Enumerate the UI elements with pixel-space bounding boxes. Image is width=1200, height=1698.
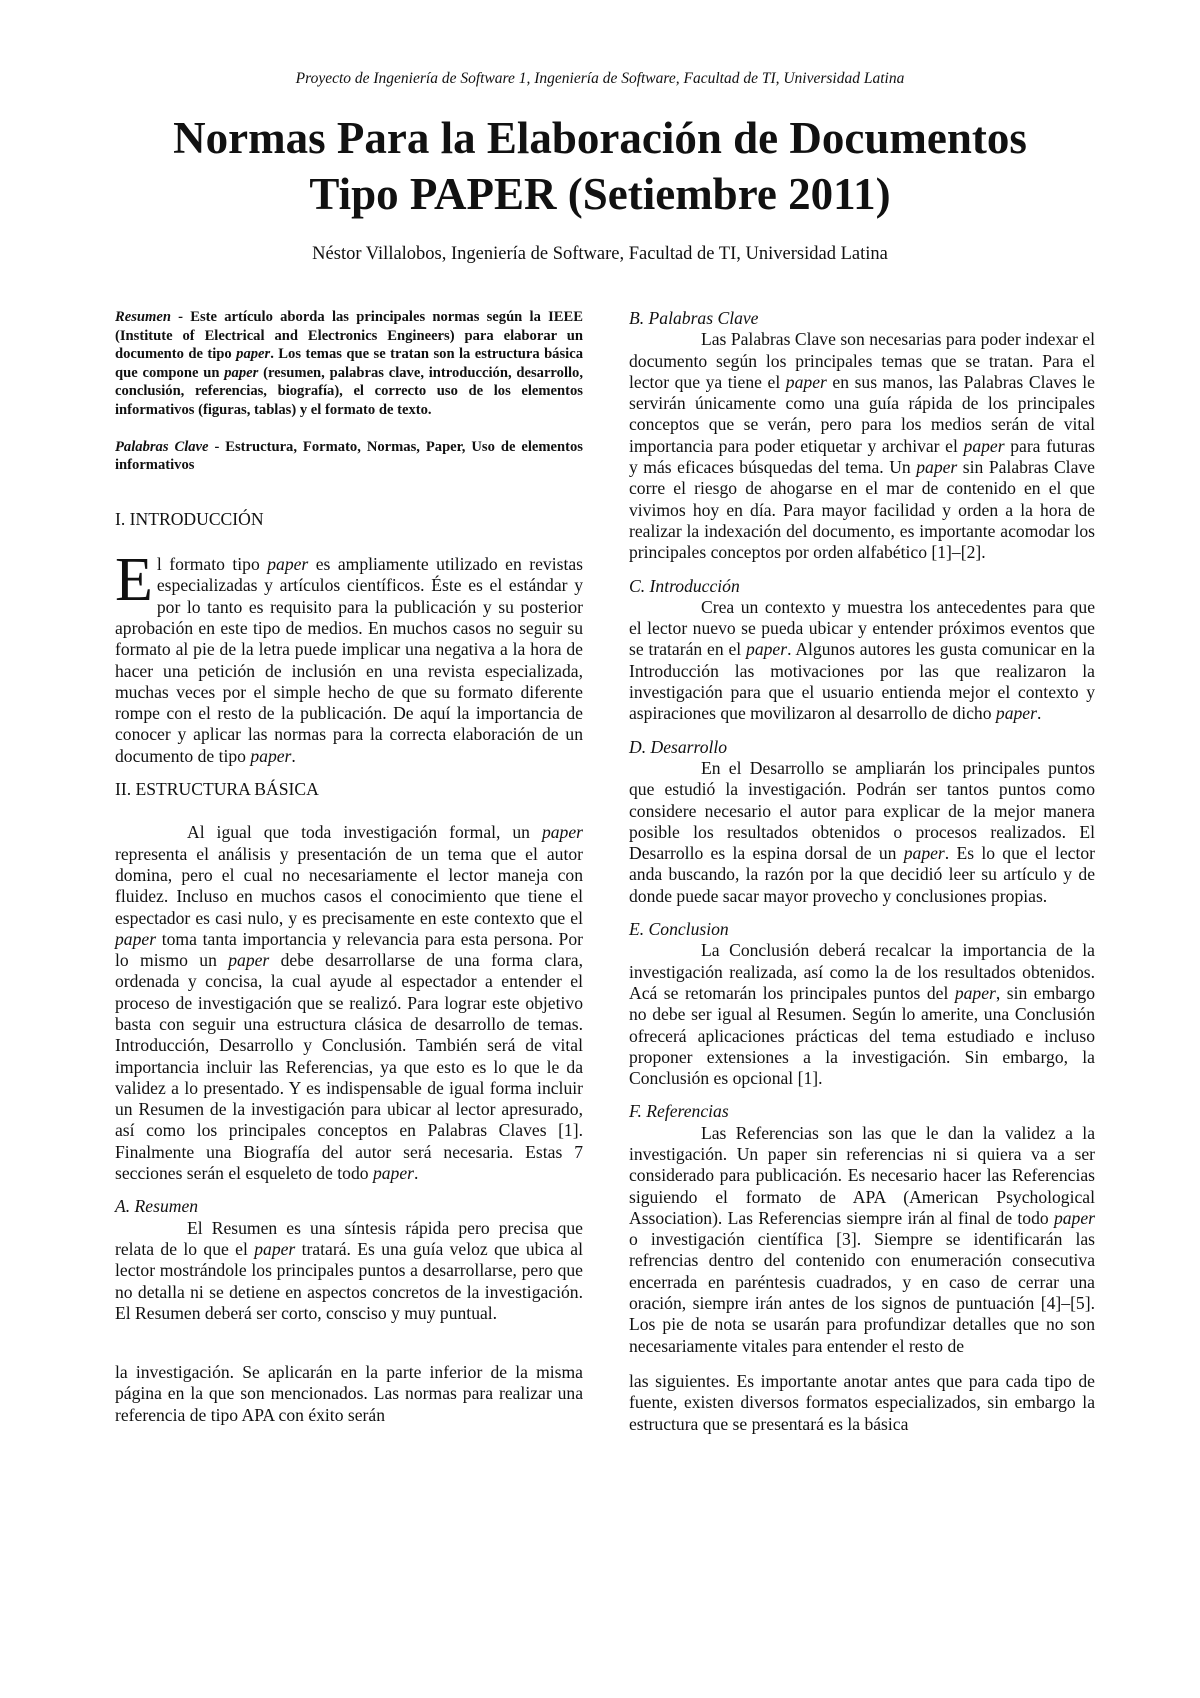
palabras-clave-paragraph: Las Palabras Clave son necesarias para poder indexar el documento según los principales temas que se tratan. Para el lector que ya tiene el paper en sus manos, las Palabras Claves le servirán únicamente como una guía rápida de los principales conceptos que se verán, pero para los medios serán de vital importancia para poder etiquetar y archivar el paper para futuras y más eficaces búsquedas del tema. Un paper sin Palabras Clave corre el riesgo de ahogarse en el mar de contenido en el que vivimos hoy en día. Para mayor facilidad y orden a la hora de realizar la indexación del documento, es importante acomodar los principales conceptos por orden alfabético [1]–[2]. [629,329,1095,563]
section-heading-estructura: II. ESTRUCTURA BÁSICA [115,779,319,800]
subsection-heading-introduccion: C. Introducción [629,575,740,596]
introduccion-paragraph: Crea un contexto y muestra los antecedentes para que el lector nuevo se pueda ubicar y entender próximos eventos que se tratarán en el paper. Algunos autores les gusta comunicar en la Introducción las motivaciones por las que realizaron la investigación para que el usuario entienda mejor el contexto y aspiraciones que movilizaron al desarrollo de dicho paper. [629,596,1095,724]
subsection-heading-conclusion: E. Conclusion [629,919,729,940]
subsection-heading-palabras-clave: B. Palabras Clave [629,308,759,328]
running-header: Proyecto de Ingeniería de Software 1, Ingeniería de Software, Facultad de TI, Universidad Latina [295,70,905,87]
left-column [115,308,583,1426]
abstract: Resumen - Este artículo aborda las principales normas según la IEEE (Institute of Electrical and Electronics Engineers) para elaborar un documento de tipo paper. Los temas que se tratan son la estructura básica que compone un paper (resumen, palabras clave, introducción, desarrollo, conclusión, referencias, biografía), el correcto uso de los elementos informativos (figuras, tablas) y el formato de texto. [115,309,583,418]
desarrollo-paragraph: En el Desarrollo se ampliarán los principales puntos que estudió la investigación. Podrán ser tantos puntos como considere necesario el autor para explicar de la mejor manera posible los resultados obtenidos o procesos realizados. El Desarrollo es la espina dorsal de un paper. Es lo que el lector anda buscando, la razón por la que decidió leer su artículo y de donde puede sacar mayor provecho y conclusiones propias. [629,757,1095,906]
subsection-heading-referencias: F. Referencias [629,1101,729,1122]
right-continuation-paragraph: las siguientes. Es importante anotar antes que para cada tipo de fuente, existen diversos formatos especializados, sin embargo la estructura que se presentará es la básica [629,1370,1095,1434]
drop-cap: E [115,546,153,615]
section-heading-introduccion: I. INTRODUCCIÓN [115,508,264,529]
referencias-paragraph: Las Referencias son las que le dan la validez a la investigación. Un paper sin referencias ni si quiera va a ser considerado para publicación. Es necesario hacer las Referencias siguiendo el formato de APA (American Psychological Association). Las Referencias siempre irán al final de todo paper o investigación científica [3]. Siempre se identificarán las refrencias dentro del contenido con enumeración consecutiva encerrada en paréntesis cuadrados, y en caso de cerrar una oración, siempre irán antes de los signos de puntuación [4]–[5]. Los pie de nota se usarán para profundizar detalles que no son necesariamente vitales para entender el resto de [629,1122,1095,1356]
resumen-paragraph: El Resumen es una síntesis rápida pero precisa que relata de lo que el paper tratará. Es una guía veloz que ubica al lector mostrándole los principales puntos a desarrollarse, pero que no detalla ni se detiene en aspectos concretos de la investigación. El Resumen deberá ser corto, consciso y muy puntual. [115,1217,583,1323]
right-column [629,308,1095,1435]
paper-title [80,110,1120,222]
keywords: Palabras Clave - Estructura, Formato, Normas, Paper, Uso de elementos informativos [115,438,583,474]
conclusion-paragraph: La Conclusión deberá recalcar la importancia de la investigación realizada, así como la de los resultados obtenidos. Acá se retomarán los principales puntos del paper, sin embargo no debe ser igual al Resumen. Según lo amerite, una Conclusión ofrecerá aplicaciones prácticas del tema estudiado e incluso proponer extensiones a la investigación. Sin embargo, la Conclusión es opcional [1]. [629,940,1095,1089]
keywords-label: Palabras Clave [115,438,209,455]
left-continuation-paragraph: la investigación. Se aplicarán en la parte inferior de la misma página en la que son mencionados. Las normas para realizar una referencia de tipo APA con éxito serán [115,1362,583,1425]
title-line-2: Tipo PAPER (Setiembre 2011) [309,169,891,219]
intro-paragraph: El formato tipo paper es ampliamente utilizado en revistas especializadas y artículos científicos. Éste es el estándar y por lo tanto es requisito para la publicación y su posterior aprobación en este tipo de medios. En muchos casos no seguir su formato al pie de la letra puede implicar una negativa a la hora de hacer una petición de inclusión en una revista especializada, muchas veces por el simple hecho de que su formato diferente rompe con el resto de la publicación. De aquí la importancia de conocer y aplicar las normas para la correcta elaboración de un documento de tipo paper. [115,546,583,766]
abstract-label: Resumen [115,309,171,325]
author-line: Néstor Villalobos, Ingeniería de Software, Facultad de TI, Universidad Latina [312,244,888,264]
title-line-1: Normas Para la Elaboración de Documentos [173,113,1027,163]
estructura-paragraph: Al igual que toda investigación formal, un paper representa el análisis y presentación de un tema que el autor domina, pero el cual no necesariamente el lector maneja con fluidez. Incluso en muchos casos el conocimiento que tiene el espectador es casi nulo, y es precisamente en este contexto que el paper toma tanta importancia y relevancia para esta persona. Por lo mismo un paper debe desarrollarse de una forma clara, ordenada y concisa, la cual ayude al espectador a entender el proceso de investigación que se realizó. Para lograr este objetivo basta con seguir una estructura clásica de desarrollo de temas. Introducción, Desarrollo y Conclusión. También será de vital importancia incluir las Referencias, ya que esto es lo que le da validez a lo presentado. Y es indispensable de igual forma incluir un Resumen de la investigación para ubicar al lector apresurado, así como los principales conceptos en Palabras Claves [1]. Finalmente una Biografía del autor será necesaria. Estas 7 secciones serán el esqueleto de todo paper. [115,822,583,1184]
subsection-heading-resumen: A. Resumen [115,1196,199,1217]
subsection-heading-desarrollo: D. Desarrollo [629,736,728,757]
